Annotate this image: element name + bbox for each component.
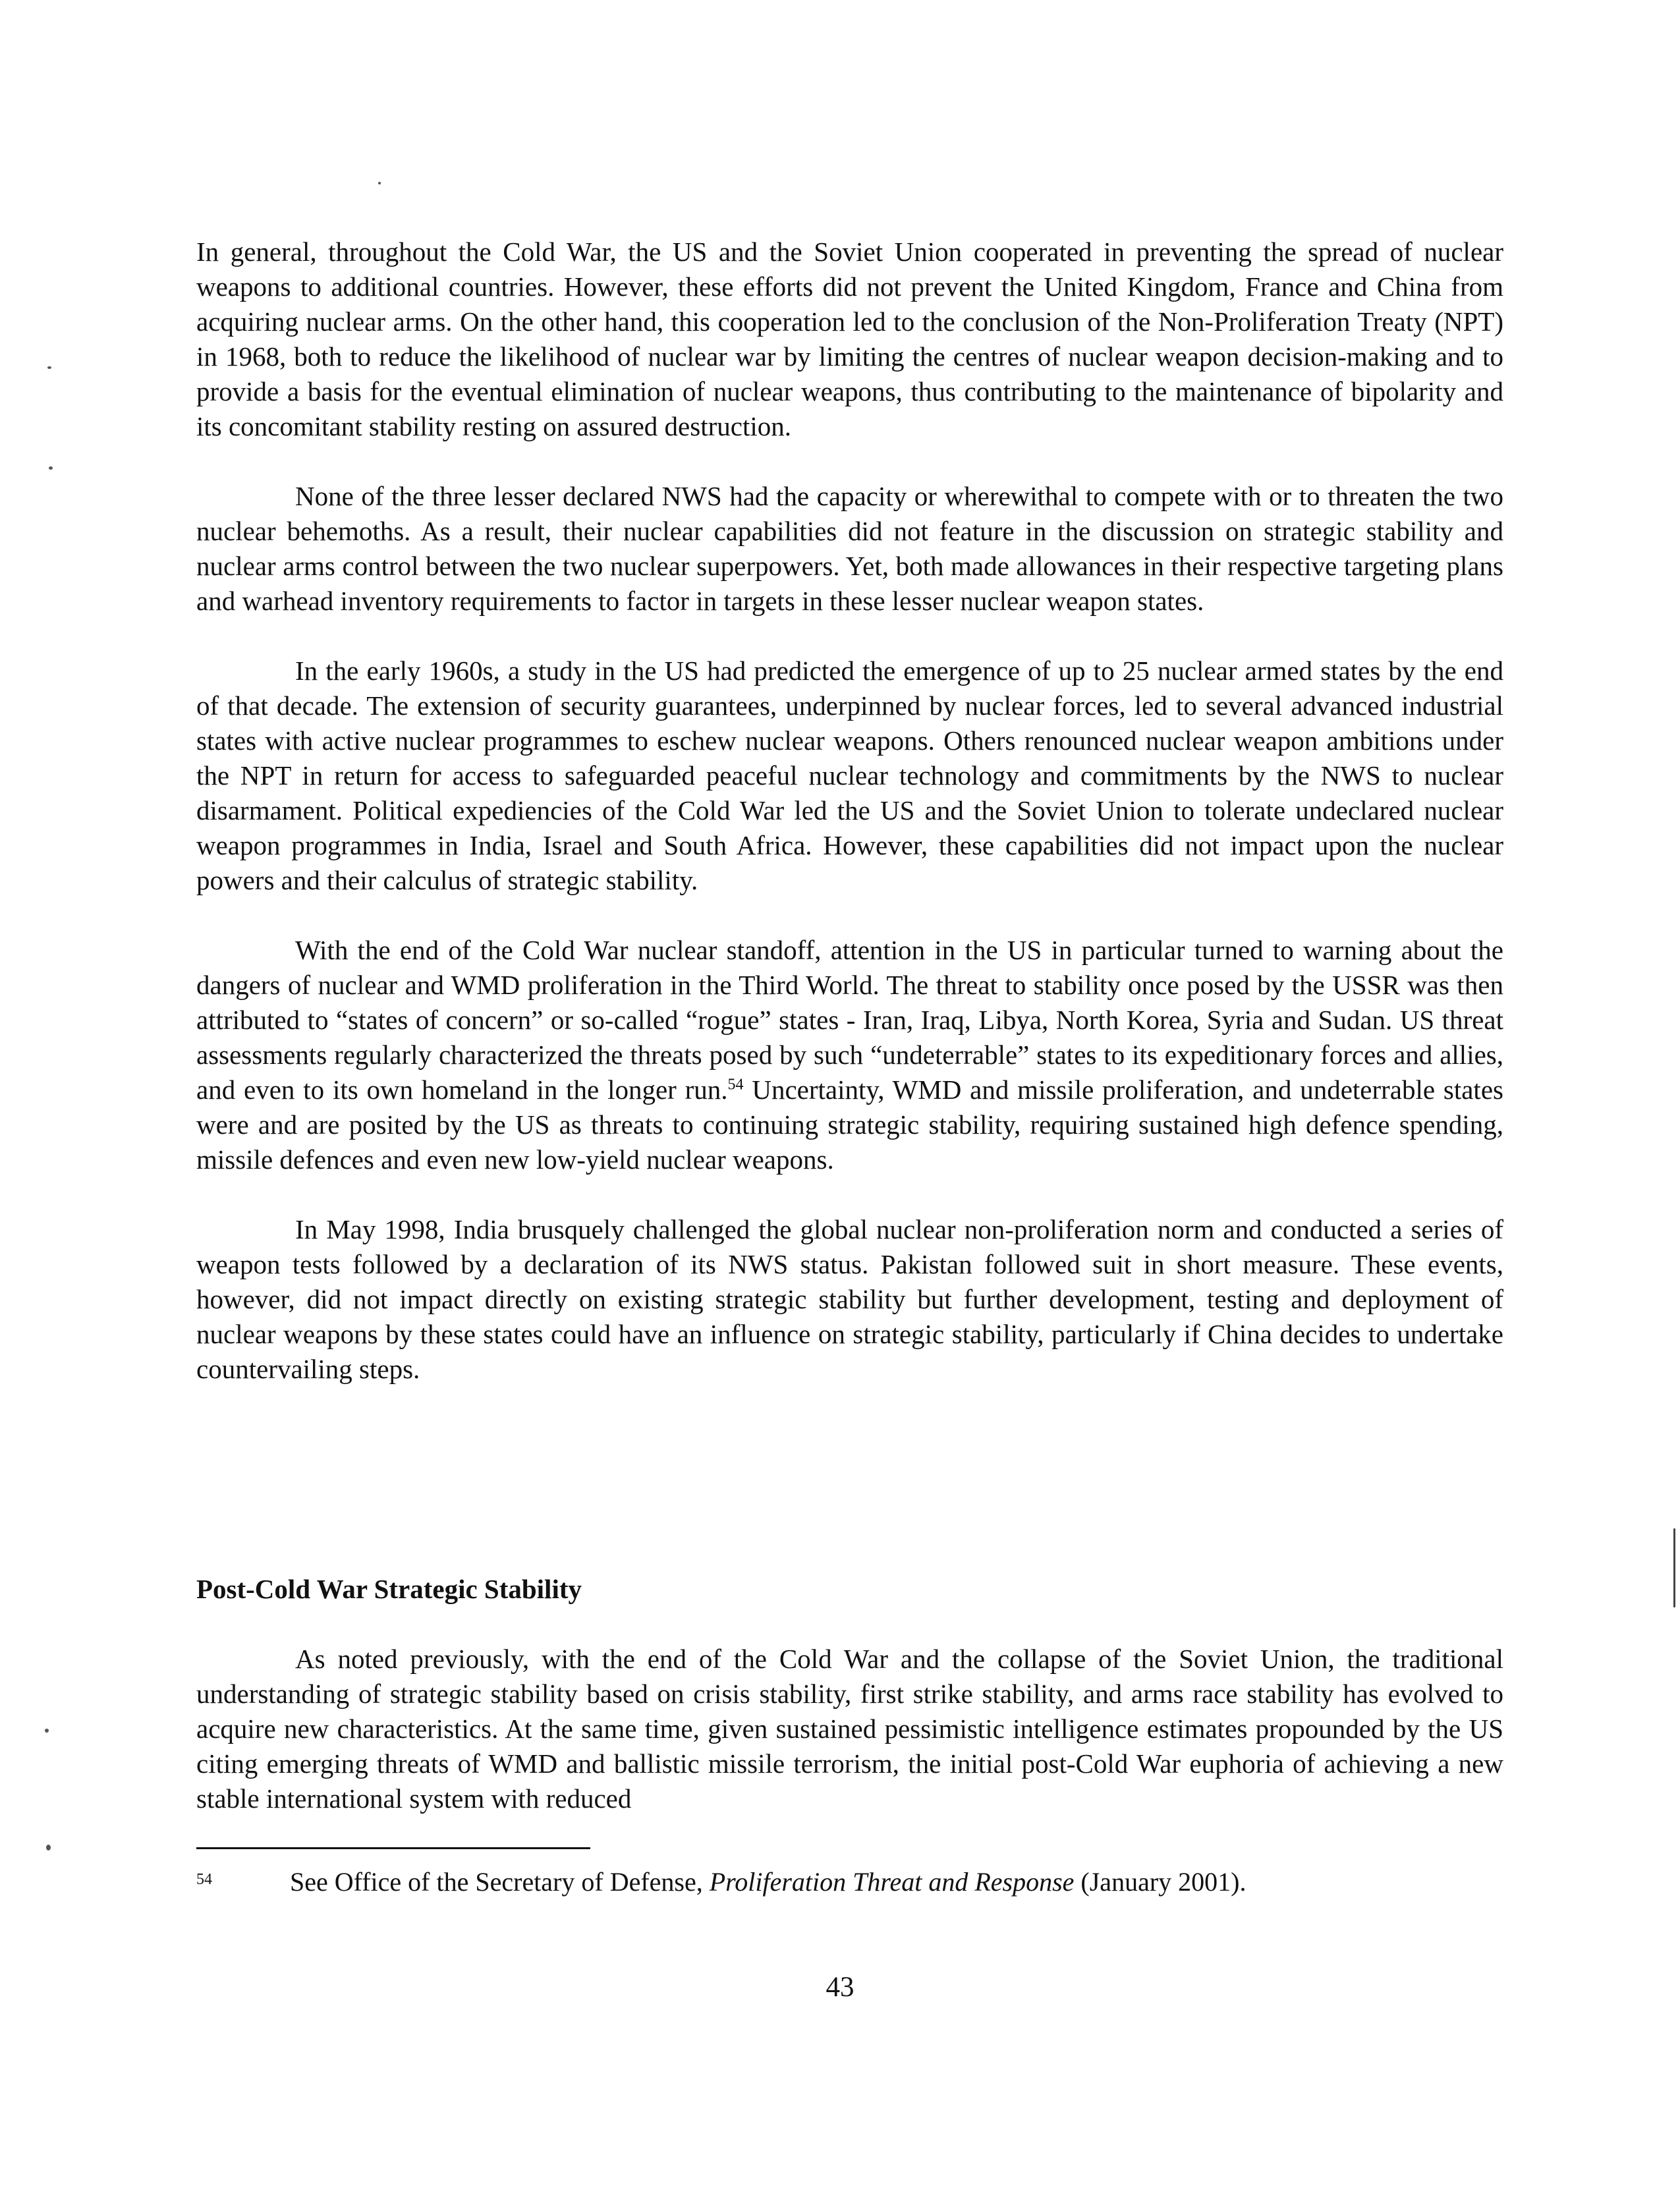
scan-speck	[378, 182, 381, 184]
scan-speck	[46, 1845, 51, 1851]
page-number: 43	[826, 1972, 854, 2003]
footnote-text	[290, 1866, 1246, 1899]
paragraph-6: As noted previously, with the end of the Cold War and the collapse of the Soviet Union, the traditional understanding of strategic stability based on crisis stability, first strike stability, and arms race stability has evolved to acquire new characteristics. At the same time, given sustained pessimistic intelligence estimates propounded by the US citing emerging threats of WMD and ballistic missile terrorism, the initial post-Cold War euphoria of achieving a new stable international system with reduced	[196, 1644, 1503, 1814]
scan-speck	[47, 366, 51, 369]
footnote-reference: 54	[727, 1076, 744, 1094]
paragraph-2: None of the three lesser declared NWS had the capacity or wherewithal to compete with or to threaten the two nuclear behemoths. As a result, their nuclear capabilities did not feature in the discussion on strategic stability and nuclear arms control between the two nuclear superpowers. Yet, both made allowances in their respective targeting plans and warhead inventory requirements to factor in targets in these lesser nuclear weapon states.	[196, 481, 1503, 616]
scan-speck	[45, 1729, 49, 1733]
footnote-title: Proliferation Threat and Response	[709, 1867, 1075, 1897]
footnote-divider	[196, 1847, 590, 1849]
section-heading: Post-Cold War Strategic Stability	[196, 1574, 582, 1604]
paragraph-5: In May 1998, India brusquely challenged the global nuclear non-proliferation norm and conducted a series of weapon tests followed by a declaration of its NWS status. Pakistan followed suit in short measure. These events, however, did not impact directly on existing strategic stability but further development, testing and deployment of nuclear weapons by these states could have an influence on strategic stability, particularly if China decides to undertake countervailing steps.	[196, 1214, 1503, 1384]
scan-speck	[49, 466, 53, 470]
scan-edge-mark	[1673, 1528, 1675, 1607]
footnote-suffix: (January 2001).	[1074, 1867, 1246, 1897]
paragraph-3: In the early 1960s, a study in the US had predicted the emergence of up to 25 nuclear armed states by the end of that decade. The extension of security guarantees, underpinned by nuclear forces, led to several advanced industrial states with active nuclear programmes to eschew nuclear weapons. Others renounced nuclear weapon ambitions under the NPT in return for access to safeguarded peaceful nuclear technology and commitments by the NWS to nuclear disarmament. Political expediencies of the Cold War led the US and the Soviet Union to tolerate undeclared nuclear weapon programmes in India, Israel and South Africa. However, these capabilities did not impact upon the nuclear powers and their calculus of strategic stability.	[196, 655, 1503, 895]
paragraph-1: In general, throughout the Cold War, the US and the Soviet Union cooperated in preventing the spread of nuclear weapons to additional countries. However, these efforts did not prevent the United Kingdom, France and China from acquiring nuclear arms. On the other hand, this cooperation led to the conclusion of the Non-Proliferation Treaty (NPT) in 1968, both to reduce the likelihood of nuclear war by limiting the centres of nuclear weapon decision-making and to provide a basis for the eventual elimination of nuclear weapons, thus contributing to the maintenance of bipolarity and its concomitant stability resting on assured destruction.	[196, 237, 1503, 441]
paragraph-4-text-b: Uncertainty, WMD and missile proliferation, and undeterrable states were and are posited by the US as threats to continuing strategic stability, requiring sustained high defence spending, missile defences and even new low-yield nuclear weapons.	[196, 1074, 1503, 1175]
footnote-prefix: See Office of the Secretary of Defense,	[290, 1867, 710, 1897]
paragraph-4-text-a: With the end of the Cold War nuclear standoff, attention in the US in particular turned to warning about the dangers of nuclear and WMD proliferation in the Third World. The threat to stability once posed by the USSR was then attributed to “states of concern” or so-called “rogue” states - Iran, Iraq, Libya, North Korea, Syria and Sudan. US threat assessments regularly characterized the threats posed by such “undeterrable” states to its expeditionary forces and allies, and even to its own homeland in the longer run.	[196, 935, 1503, 1105]
footnote-marker: 54	[196, 1871, 212, 1888]
body-text-lower	[196, 1642, 1503, 1851]
paragraph-4	[196, 933, 1503, 1177]
body-text-upper	[196, 235, 1503, 1422]
